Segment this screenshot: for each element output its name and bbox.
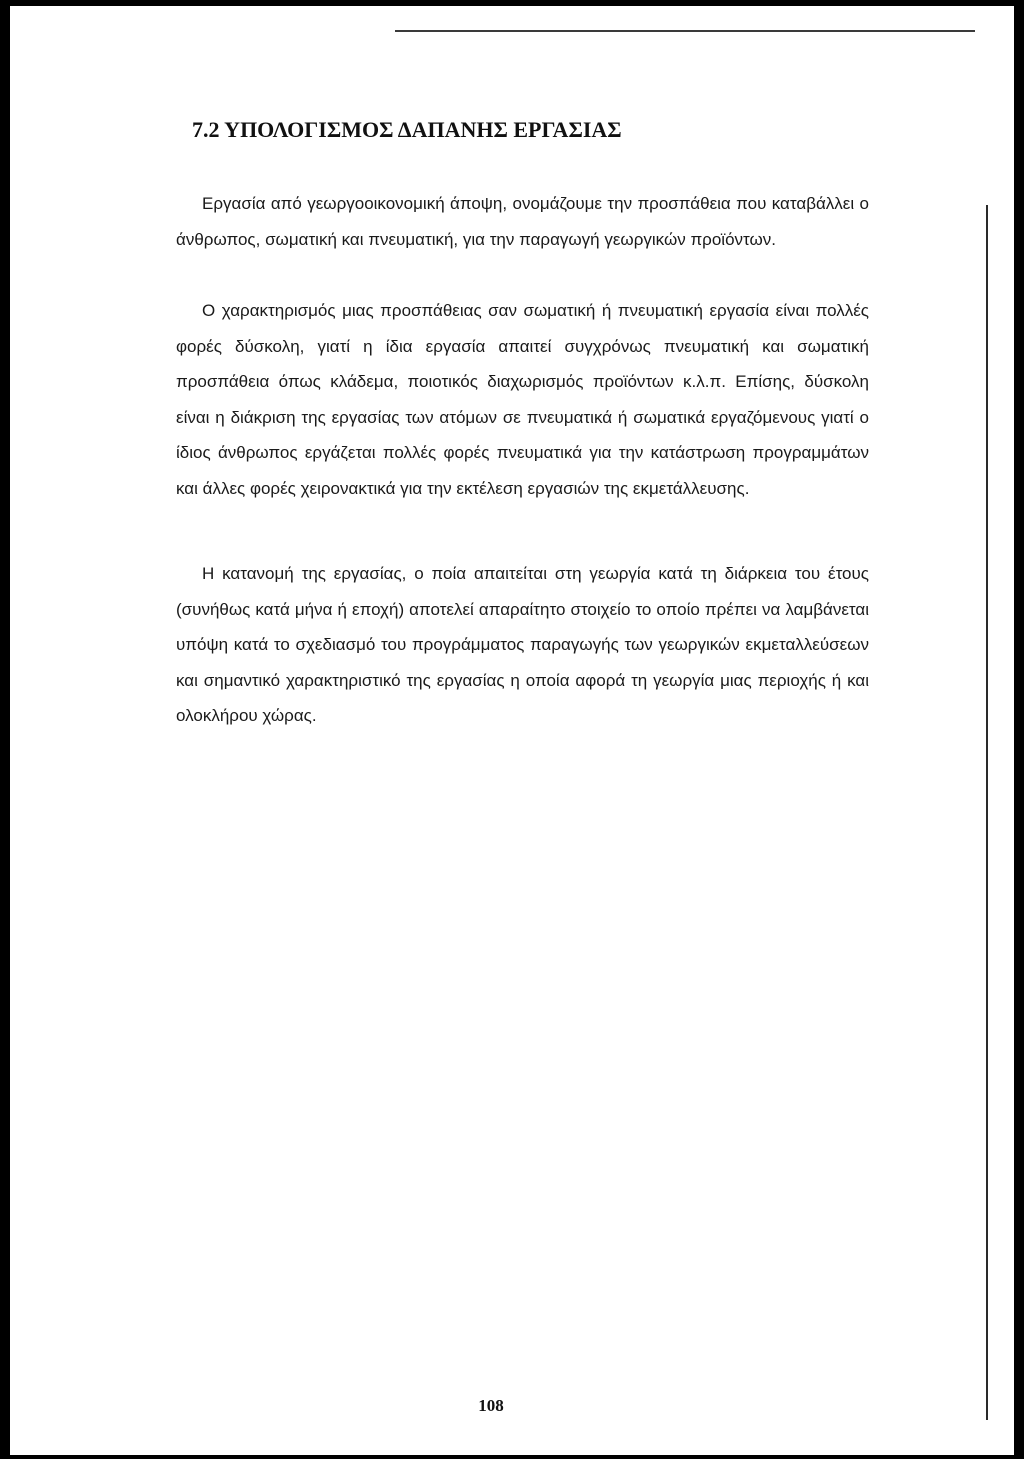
page-number: 108 (478, 1396, 504, 1415)
paragraph-2: Ο χαρακτηρισμός μιας προσπάθειας σαν σωματική ή πνευματική εργασία είναι πολλές φορές δύσκολη, γιατί η ίδια εργασία απαιτεί συγχρόνως πνευματική και σωματική προσπάθεια όπως κλάδεμα, ποιοτικός διαχωρισμός προϊόντων κ.λ.π. Επίσης, δύσκολη είναι η διάκριση της εργασίας των ατόμων σε πνευματικά ή σωματικά εργαζόμενους γιατί ο ίδιος άνθρωπος εργάζεται πολλές φορές πνευματικά για την κατάστρωση προγραμμάτων και άλλες φορές χειρονακτικά για την εκτέλεση εργασιών της εκμετάλλευσης. (176, 301, 869, 498)
top-rule (395, 30, 975, 32)
section-heading: 7.2 ΥΠΟΛΟΓΙΣΜΟΣ ΔΑΠΑΝΗΣ ΕΡΓΑΣΙΑΣ (192, 117, 622, 142)
paragraph-1: Εργασία από γεωργοοικονομική άποψη, ονομάζουμε την προσπάθεια που καταβάλλει ο άνθρωπος, σωματική και πνευματική, για την παραγωγή γεωργικών προϊόντων. (176, 194, 869, 249)
paragraph-3: Η κατανομή της εργασίας, ο ποία απαιτείται στη γεωργία κατά τη διάρκεια του έτους (συνήθως κατά μήνα ή εποχή) αποτελεί απαραίτητο στοιχείο το οποίο πρέπει να λαμβάνεται υπόψη κατά το σχεδιασμό του προγράμματος παραγωγής των γεωργικών εκμεταλλεύσεων και σημαντικό χαρακτηριστικό της εργασίας η οποία αφορά τη γεωργία μιας περιοχής ή και ολοκλήρου χώρας. (176, 564, 869, 725)
right-margin-rule (986, 205, 988, 1420)
